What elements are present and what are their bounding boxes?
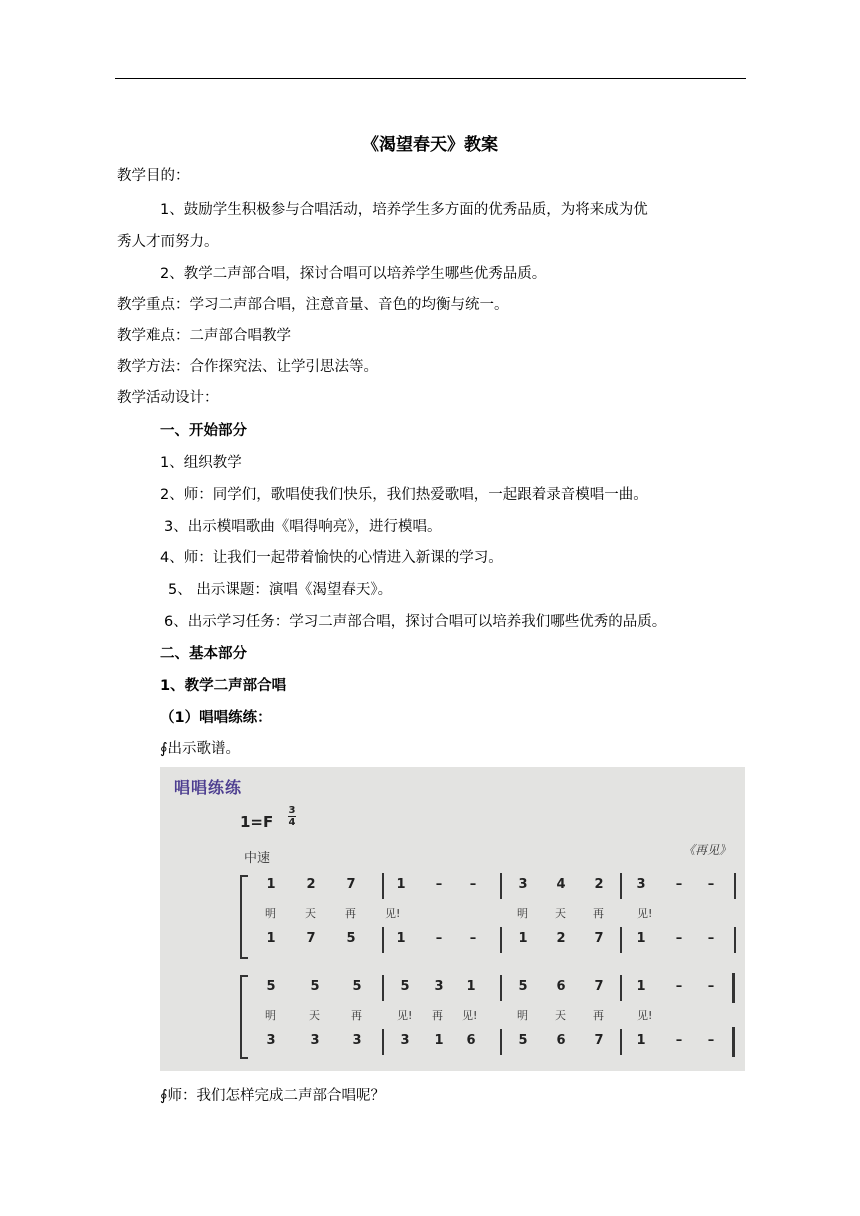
note: – xyxy=(707,1033,715,1048)
note: 3 xyxy=(310,1033,320,1048)
note: 6 xyxy=(466,1033,476,1048)
lyric: 明 xyxy=(517,907,528,920)
barline xyxy=(500,1029,502,1055)
note: – xyxy=(675,1033,683,1048)
note: 1 xyxy=(518,931,528,946)
lyric: 再 xyxy=(593,1009,604,1022)
lyric: 明 xyxy=(265,907,276,920)
objectives-heading: 教学目的： xyxy=(117,168,190,184)
note: 7 xyxy=(594,1033,604,1048)
note: 1 xyxy=(636,979,646,994)
lyric: 再 xyxy=(345,907,356,920)
lyric: 明 xyxy=(517,1009,528,1022)
lyric: 见! xyxy=(637,1009,653,1022)
note: 1 xyxy=(636,1033,646,1048)
note: – xyxy=(469,877,477,892)
lyric: 天 xyxy=(305,907,316,920)
lyric: 再 xyxy=(432,1009,443,1022)
barline xyxy=(734,873,736,899)
subsection-1: 1、教学二声部合唱 xyxy=(160,678,287,694)
barline xyxy=(382,927,384,953)
note: 1 xyxy=(636,931,646,946)
lyric: 见! xyxy=(385,907,401,920)
note: 5 xyxy=(518,979,528,994)
step-4: 4、师：让我们一起带着愉快的心情进入新课的学习。 xyxy=(160,550,503,566)
song-name: 《再见》 xyxy=(682,843,731,857)
barline xyxy=(500,873,502,899)
note: 7 xyxy=(306,931,316,946)
note: 7 xyxy=(594,979,604,994)
time-signature: 3 4 xyxy=(288,805,296,828)
lyric: 见! xyxy=(637,907,653,920)
objective-2: 2、教学二声部合唱，探讨合唱可以培养学生哪些优秀品质。 xyxy=(160,266,547,282)
note: 1 xyxy=(466,979,476,994)
step-5: 5、 出示课题：演唱《渴望春天》。 xyxy=(168,582,393,598)
note: – xyxy=(707,877,715,892)
lyric: 天 xyxy=(309,1009,320,1022)
section-1-heading: 一、开始部分 xyxy=(160,423,247,439)
barline xyxy=(732,1027,735,1057)
note: 1 xyxy=(266,877,276,892)
note: – xyxy=(675,877,683,892)
teacher-question: ∮师：我们怎样完成二声部合唱呢？ xyxy=(160,1088,386,1104)
method: 教学方法：合作探究法、让学引思法等。 xyxy=(117,359,378,375)
note: 3 xyxy=(352,1033,362,1048)
note: 3 xyxy=(266,1033,276,1048)
note: – xyxy=(675,931,683,946)
activity-design: 教学活动设计： xyxy=(117,390,219,406)
barline xyxy=(500,927,502,953)
note: 3 xyxy=(400,1033,410,1048)
note: 4 xyxy=(556,877,566,892)
note: 5 xyxy=(518,1033,528,1048)
note: 1 xyxy=(266,931,276,946)
note: 1 xyxy=(396,877,406,892)
barline xyxy=(620,927,622,953)
note: 5 xyxy=(352,979,362,994)
score-image xyxy=(160,767,745,1071)
note: – xyxy=(435,931,443,946)
note: 5 xyxy=(310,979,320,994)
barline xyxy=(620,975,622,1001)
note: 6 xyxy=(556,1033,566,1048)
note: 3 xyxy=(434,979,444,994)
lyric: 天 xyxy=(555,907,566,920)
note: 1 xyxy=(434,1033,444,1048)
lyric: 天 xyxy=(555,1009,566,1022)
lyric: 再 xyxy=(351,1009,362,1022)
system-1-bracket xyxy=(240,875,248,959)
section-2-heading: 二、基本部分 xyxy=(160,646,247,662)
note: 5 xyxy=(400,979,410,994)
note: 7 xyxy=(594,931,604,946)
barline xyxy=(620,873,622,899)
note: – xyxy=(707,931,715,946)
exercise-heading: （1）唱唱练练： xyxy=(160,710,272,726)
key-point: 教学重点：学习二声部合唱，注意音量、音色的均衡与统一。 xyxy=(117,297,509,313)
objective-1: 1、鼓励学生积极参与合唱活动，培养学生多方面的优秀品质，为将来成为优 xyxy=(160,202,648,218)
barline xyxy=(382,873,384,899)
difficulty: 教学难点：二声部合唱教学 xyxy=(117,328,291,344)
header-rule xyxy=(115,78,746,79)
step-1: 1、组织教学 xyxy=(160,455,242,471)
note: – xyxy=(469,931,477,946)
barline xyxy=(382,1029,384,1055)
note: – xyxy=(435,877,443,892)
note: – xyxy=(707,979,715,994)
note: 1 xyxy=(396,931,406,946)
lyric: 明 xyxy=(265,1009,276,1022)
step-6: 6、出示学习任务：学习二声部合唱，探讨合唱可以培养我们哪些优秀的品质。 xyxy=(164,614,667,630)
score-header: 唱唱练练 xyxy=(174,778,243,797)
system-2-bracket xyxy=(240,975,248,1059)
lyric: 见! xyxy=(397,1009,413,1022)
tempo-mark: 中速 xyxy=(244,851,271,866)
note: 6 xyxy=(556,979,566,994)
page-title: 《渴望春天》教案 xyxy=(362,135,498,155)
step-3: 3、出示模唱歌曲《唱得响亮》，进行模唱。 xyxy=(164,519,442,535)
lyric: 见! xyxy=(462,1009,478,1022)
show-score: ∮出示歌谱。 xyxy=(160,741,241,757)
note: 2 xyxy=(594,877,604,892)
note: 2 xyxy=(306,877,316,892)
step-2: 2、师：同学们，歌唱使我们快乐，我们热爱歌唱，一起跟着录音模唱一曲。 xyxy=(160,487,648,503)
key-signature: 1=F xyxy=(240,813,274,831)
lyric: 再 xyxy=(593,907,604,920)
note: – xyxy=(675,979,683,994)
note: 3 xyxy=(636,877,646,892)
barline xyxy=(734,927,736,953)
note: 7 xyxy=(346,877,356,892)
objective-1-cont: 秀人才而努力。 xyxy=(117,234,219,250)
note: 5 xyxy=(266,979,276,994)
barline xyxy=(620,1029,622,1055)
note: 2 xyxy=(556,931,566,946)
note: 3 xyxy=(518,877,528,892)
barline xyxy=(732,973,735,1003)
barline xyxy=(500,975,502,1001)
barline xyxy=(382,975,384,1001)
note: 5 xyxy=(346,931,356,946)
